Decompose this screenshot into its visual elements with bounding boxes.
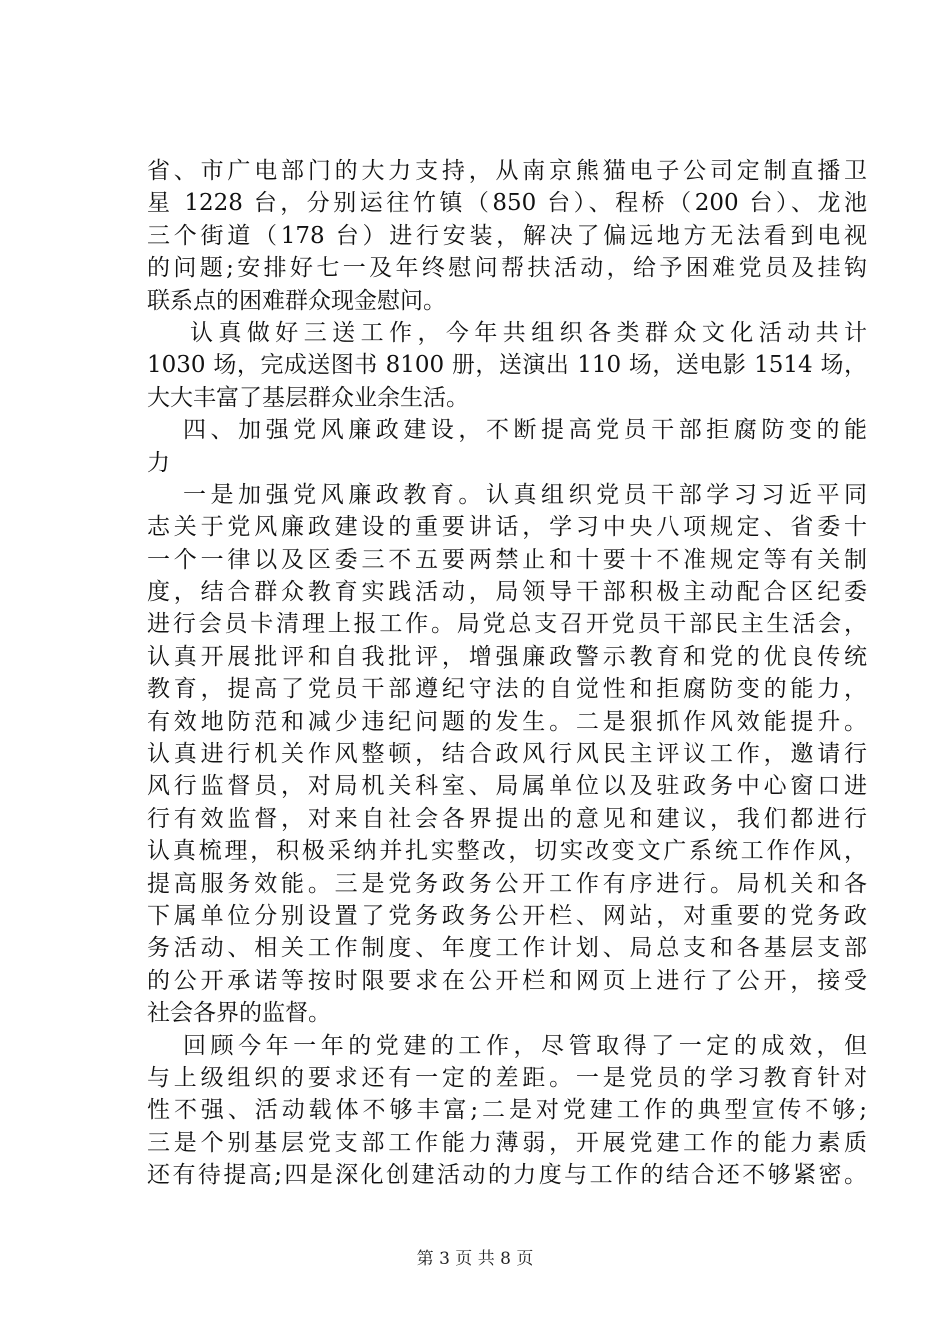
page-number-footer: 第 3 页 共 8 页 [416, 1249, 534, 1269]
paragraph-line: 的问题;安排好七一及年终慰问帮扶活动，给予困难党员及挂钩 [147, 255, 867, 282]
paragraph-line: 提高服务效能。三是党务政务公开工作有序进行。局机关和各 [147, 870, 867, 897]
paragraph-line: 还有待提高;四是深化创建活动的力度与工作的结合还不够紧密。 [147, 1162, 867, 1189]
section-heading-line: 力 [147, 449, 170, 476]
paragraph-line: 的公开承诺等按时限要求在公开栏和网页上进行了公开，接受 [147, 967, 867, 994]
paragraph-line: 有效地防范和减少违纪问题的发生。二是狠抓作风效能提升。 [147, 708, 867, 735]
paragraph-line: 志关于党风廉政建设的重要讲话，学习中央八项规定、省委十 [147, 514, 867, 541]
paragraph-line: 进行会员卡清理上报工作。局党总支召开党员干部民主生活会， [147, 611, 867, 638]
paragraph-line: 认真做好三送工作，今年共组织各类群众文化活动共计 [190, 319, 867, 346]
section-heading-line: 四、加强党风廉政建设，不断提高党员干部拒腐防变的能 [183, 417, 867, 444]
body-text [147, 155, 867, 1192]
paragraph-line: 认真梳理，积极采纳并扎实整改，切实改变文广系统工作作风， [147, 838, 867, 865]
paragraph-line: 社会各界的监督。 [147, 1000, 331, 1027]
paragraph-line: 大大丰富了基层群众业余生活。 [147, 384, 469, 411]
paragraph-line: 联系点的困难群众现金慰问。 [147, 287, 446, 314]
paragraph-line: 认真开展批评和自我批评，增强廉政警示教育和党的优良传统 [147, 643, 867, 670]
paragraph-line: 风行监督员，对局机关科室、局属单位以及驻政务中心窗口进 [147, 773, 867, 800]
paragraph-line: 认真进行机关作风整顿，结合政风行风民主评议工作，邀请行 [147, 741, 867, 768]
paragraph-line: 教育，提高了党员干部遵纪守法的自觉性和拒腐防变的能力， [147, 676, 867, 703]
paragraph-line: 一个一律以及区委三不五要两禁止和十要十不准规定等有关制 [147, 546, 867, 573]
paragraph-line: 与上级组织的要求还有一定的差距。一是党员的学习教育针对 [147, 1064, 867, 1091]
paragraph-line: 三个街道（178 台）进行安装，解决了偏远地方无法看到电视 [147, 222, 867, 249]
paragraph-line: 性不强、活动载体不够丰富;二是对党建工作的典型宣传不够; [147, 1097, 867, 1124]
paragraph-line: 星 1228 台，分别运往竹镇（850 台）、程桥（200 台）、龙池 [147, 190, 867, 217]
paragraph-line: 1030 场，完成送图书 8100 册，送演出 110 场，送电影 1514 场， [147, 352, 867, 379]
paragraph-line: 省、市广电部门的大力支持，从南京熊猫电子公司定制直播卫 [147, 158, 867, 184]
paragraph-line: 度，结合群众教育实践活动，局领导干部积极主动配合区纪委 [147, 579, 867, 606]
paragraph-line: 三是个别基层党支部工作能力薄弱，开展党建工作的能力素质 [147, 1129, 867, 1156]
paragraph-line: 回顾今年一年的党建的工作，尽管取得了一定的成效，但 [183, 1032, 867, 1059]
paragraph-line: 下属单位分别设置了党务政务公开栏、网站，对重要的党务政 [147, 902, 867, 929]
paragraph-line: 一是加强党风廉政教育。认真组织党员干部学习习近平同 [183, 481, 867, 508]
paragraph-line: 务活动、相关工作制度、年度工作计划、局总支和各基层支部 [147, 935, 867, 962]
paragraph-line: 行有效监督，对来自社会各界提出的意见和建议，我们都进行 [147, 805, 867, 832]
